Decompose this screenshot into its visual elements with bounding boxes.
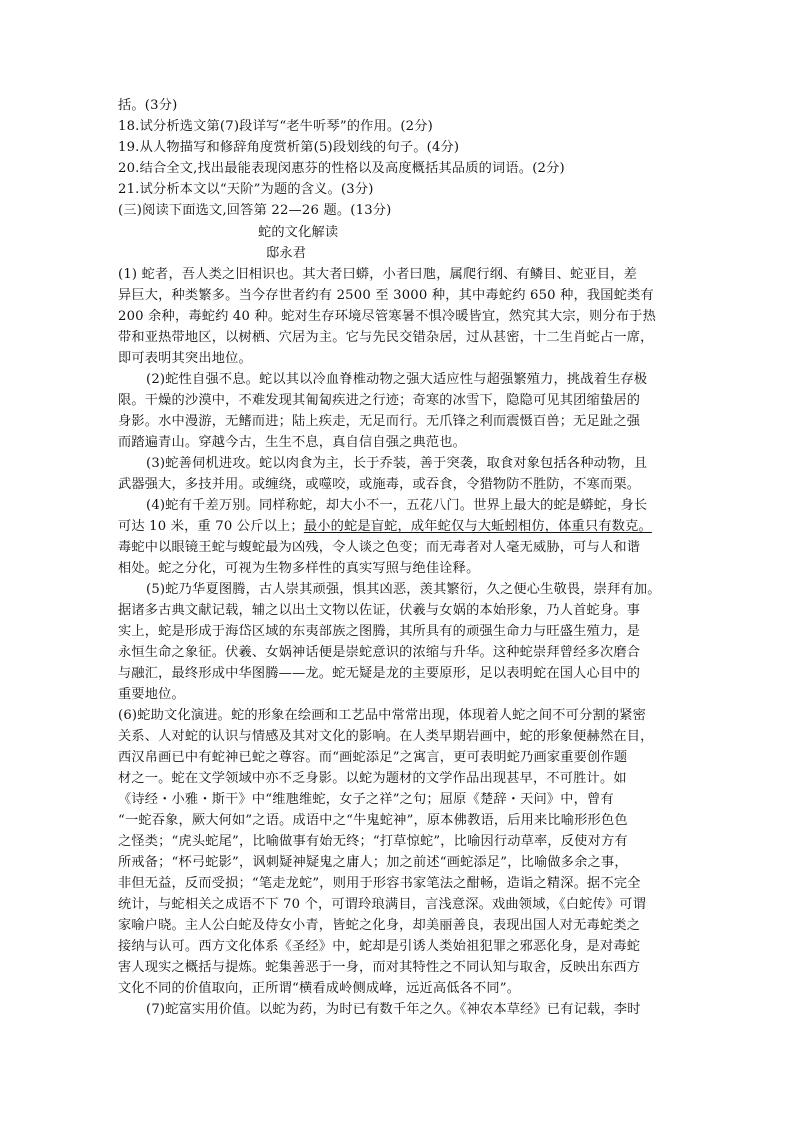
article-line: 所戒备；“杯弓蛇影”，讽刺疑神疑鬼之庸人；加之前述“画蛇添足”，比喻做多余之事，	[118, 855, 628, 870]
article-line: 据诸多古典文献记载，辅之以出土文物以佐证，伏羲与女娲的本始形象，乃人首蛇身。事	[118, 603, 641, 618]
question-19: 19.从人物描写和修辞角度赏析第(5)段划线的句子。(4分)	[118, 140, 460, 155]
article-line: 永恒生命之象征。伏羲、女娲神话便是崇蛇意识的浓缩与升华。这种蛇崇拜曾经多次磨合	[118, 645, 641, 660]
article-line: 统计，与蛇相关之成语不下 70 个，可谓玲琅满目，言浅意深。戏曲领域，《白蛇传》可谓	[118, 897, 647, 912]
article-line: 相处。蛇之分化，可视为生物多样性的真实写照与绝佳诠释。	[118, 561, 480, 576]
article-line: 文化不同的价值取向，正所谓“横看成岭侧成峰，远近高低各不同”。	[118, 981, 521, 996]
article-line: (2)蛇性自强不息。蛇以其以冷血脊椎动物之强大适应性与超强繁殖力，挑战着生存极	[146, 372, 648, 387]
article-author: 邸永君	[266, 246, 307, 261]
question-20: 20.结合全文,找出最能表现闵惠芬的性格以及高度概括其品质的词语。(2分)	[118, 161, 565, 176]
article-title: 蛇的文化解读	[258, 225, 339, 240]
article-line: 毒蛇中以眼镜王蛇与蝮蛇最为凶残，令人谈之色变；而无毒者对人毫无威胁，可与人和谐	[118, 540, 641, 555]
article-line: (7)蛇富实用价值。以蛇为药，为时已有数千年之久。《神农本草经》已有记载，李时	[146, 1002, 641, 1017]
article-line: “一蛇吞象，厥大何如”之语。成语中之“牛鬼蛇神”，原本佛教语，后用来比喻形形色色	[118, 813, 628, 828]
article-line-part: 可达 10 米，重 70 公斤以上；	[118, 519, 304, 534]
article-line: 家喻户晓。主人公白蛇及侍女小青，皆蛇之化身，却美丽善良，表现出国人对无毒蛇类之	[118, 918, 641, 933]
article-line: (6)蛇助文化演进。蛇的形象在绘画和工艺品中常常出现，体现着人蛇之间不可分割的紧密	[118, 708, 647, 723]
article-line: 带和亚热带地区，以树栖、穴居为主。它与先民交错杂居，过从甚密，十二生肖蛇占一席，	[118, 330, 654, 345]
article-line: (4)蛇有千差万别。同样称蛇，却大小不一，五花八门。世界上最大的蛇是蟒蛇，身长	[146, 498, 648, 513]
article-line-mixed	[118, 517, 652, 537]
article-line: 200 余种，毒蛇约 40 种。蛇对生存环境尽管寒暑不惧冷暖皆宜，然究其大宗，则分布于热	[118, 309, 657, 324]
article-line: 与融汇，最终形成中华图腾——龙。蛇无疑是龙的主要原形，足以表明蛇在国人心目中的	[118, 666, 641, 681]
article-line: (1) 蛇者，吾人类之旧相识也。其大者曰蟒，小者曰虺，属爬行纲、有鳞目、蛇亚目，差	[118, 267, 638, 282]
article-line: 材之一。蛇在文学领域中亦不乏身影。以蛇为题材的文学作品出现甚早，不可胜计。如	[118, 771, 627, 786]
article-line: 关系、人对蛇的认识与情感及其对文化的影响。在人类早期岩画中，蛇的形象便赫然在目，	[118, 729, 654, 744]
article-line: 非但无益，反而受损；“笔走龙蛇”，则用于形容书家笔法之酣畅，造诣之精深。据不完全	[118, 876, 641, 891]
article-line: 异巨大，种类繁多。当今存世者约有 2500 至 3000 种，其中毒蛇约 650 种，我国蛇类有	[118, 288, 654, 303]
article-line: 西汉帛画已中有蛇神已蛇之尊容。而“画蛇添足”之寓言，更可表明蛇乃画家重要创作题	[118, 750, 628, 765]
article-line: 害人现实之概括与提炼。蛇集善恶于一身，而对其特性之不同认知与取舍，反映出东西方	[118, 960, 641, 975]
section-heading: (三)阅读下面选文,回答第 22—26 题。(13分)	[118, 203, 392, 218]
article-line: 接纳与认可。西方文化体系《圣经》中，蛇却是引诱人类始祖犯罪之邪恶化身，是对毒蛇	[118, 939, 641, 954]
question-17-tail: 括。(3分)	[118, 98, 178, 113]
article-line: 之怪类；“虎头蛇尾”，比喻做事有始无终；“打草惊蛇”，比喻因行动草率，反使对方有	[118, 834, 628, 849]
article-line: 实上，蛇是形成于海岱区域的东夷部族之图腾，其所具有的顽强生命力与旺盛生殖力，是	[118, 624, 641, 639]
article-line: (3)蛇善伺机进攻。蛇以肉食为主，长于乔装，善于突袭，取食对象包括各种动物，且	[146, 456, 648, 471]
article-line: 即可表明其突出地位。	[118, 351, 252, 366]
article-line: 武器强大，多技并用。或缠绕，或噬咬，或施毒，或吞食，令猎物防不胜防，不寒而栗。	[118, 477, 641, 492]
article-line: 身影。水中漫游，无鳍而进；陆上疾走，无足而行。无爪锋之利而震慑百兽；无足趾之强	[118, 414, 641, 429]
article-line: 重要地位。	[118, 687, 185, 702]
article-line: (5)蛇乃华夏图腾，古人崇其顽强，惧其凶恶，羡其繁衍，久之便心生敬畏，崇拜有加。	[146, 582, 661, 597]
article-line: 限。干燥的沙漠中，不难发现其匍匐疾进之行迹；奇寒的冰雪下，隐隐可见其团缩蛰居的	[118, 393, 641, 408]
question-21: 21.试分析本文以“天阶”为题的含义。(3分)	[118, 182, 374, 197]
article-line: 《诗经・小雅・斯干》中“维虺维蛇，女子之祥”之句；屈原《楚辞・天问》中，曾有	[118, 792, 614, 807]
underlined-sentence: 最小的蛇是盲蛇，成年蛇仅与大蚯蚓相仿，体重只有数克。	[303, 519, 652, 534]
article-line: 而踏遍青山。穿越今古，生生不息，真自信自强之典范也。	[118, 435, 467, 450]
question-18: 18.试分析选文第(7)段详写“老牛听琴”的作用。(2分)	[118, 119, 433, 134]
